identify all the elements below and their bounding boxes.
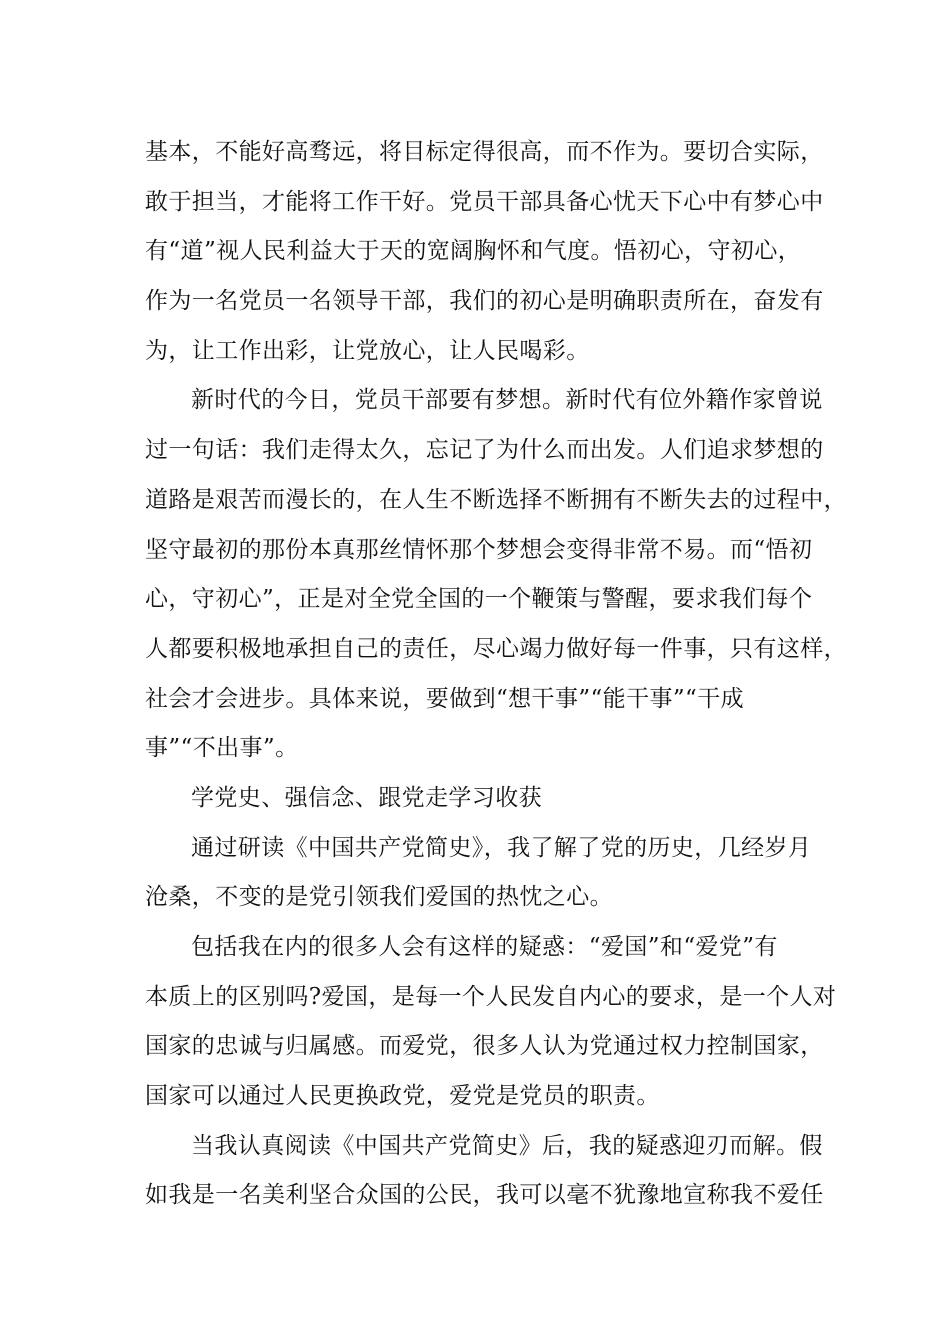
body-text [145,128,847,1221]
text-line: 敢于担当，才能将工作干好。党员干部具备心忧天下心中有梦心中 [145,188,824,215]
text-line: 作为一名党员一名领导干部，我们的初心是明确职责所在，奋发有 [145,288,824,315]
paragraph-first-line: 包括我在内的很多人会有这样的疑惑：“爱国”和“爱党”有 [191,934,778,960]
text-line: 事”“不出事”。 [145,735,299,762]
text-line: 如我是一名美利坚合众国的公民，我可以毫不犹豫地宣称我不爱任 [145,1182,824,1209]
text-line: 有“道”视人民利益大于天的宽阔胸怀和气度。悟初心，守初心， [145,238,802,265]
paragraph-first-line: 通过研读《中国共产党简史》，我了解了党的历史，几经岁月 [191,834,812,861]
text-line: 人都要积极地承担自己的责任，尽心竭力做好每一件事，只有这样， [145,635,847,662]
text-line: 国家可以通过人民更换政党，爱党是党员的职责。 [145,1083,660,1110]
text-line: 基本，不能好高骛远，将目标定得很高，而不作为。要切合实际， [145,139,824,165]
text-line: 心，守初心”，正是对全党全国的一个鞭策与警醒，要求我们每个 [145,586,813,613]
text-line: 沧桑，不变的是党引领我们爱国的热忱之心。 [145,884,613,911]
text-line: 为，让工作出彩，让党放心，让人民喝彩。 [145,337,590,364]
text-line: 本质上的区别吗?爱国，是每一个人民发自内心的要求，是一个人对 [145,983,837,1010]
text-line: 道路是艰苦而漫长的，在人生不断选择不断拥有不断失去的过程中， [145,486,847,513]
text-line: 国家的忠诚与归属感。而爱党，很多人认为党通过权力控制国家， [145,1033,824,1060]
text-line: 社会才会进步。具体来说，要做到“想干事”“能干事”“干成 [145,685,744,712]
text-line: 过一句话：我们走得太久，忘记了为什么而出发。人们追求梦想的 [145,437,824,464]
text-line: 坚守最初的那份本真那丝情怀那个梦想会变得非常不易。而“悟初 [145,536,813,563]
section-heading: 学党史、强信念、跟党走学习收获 [191,784,542,811]
paragraph-first-line: 新时代的今日，党员干部要有梦想。新时代有位外籍作家曾说 [191,387,823,414]
paragraph-first-line: 当我认真阅读《中国共产党简史》后，我的疑惑迎刃而解。假 [191,1132,823,1159]
